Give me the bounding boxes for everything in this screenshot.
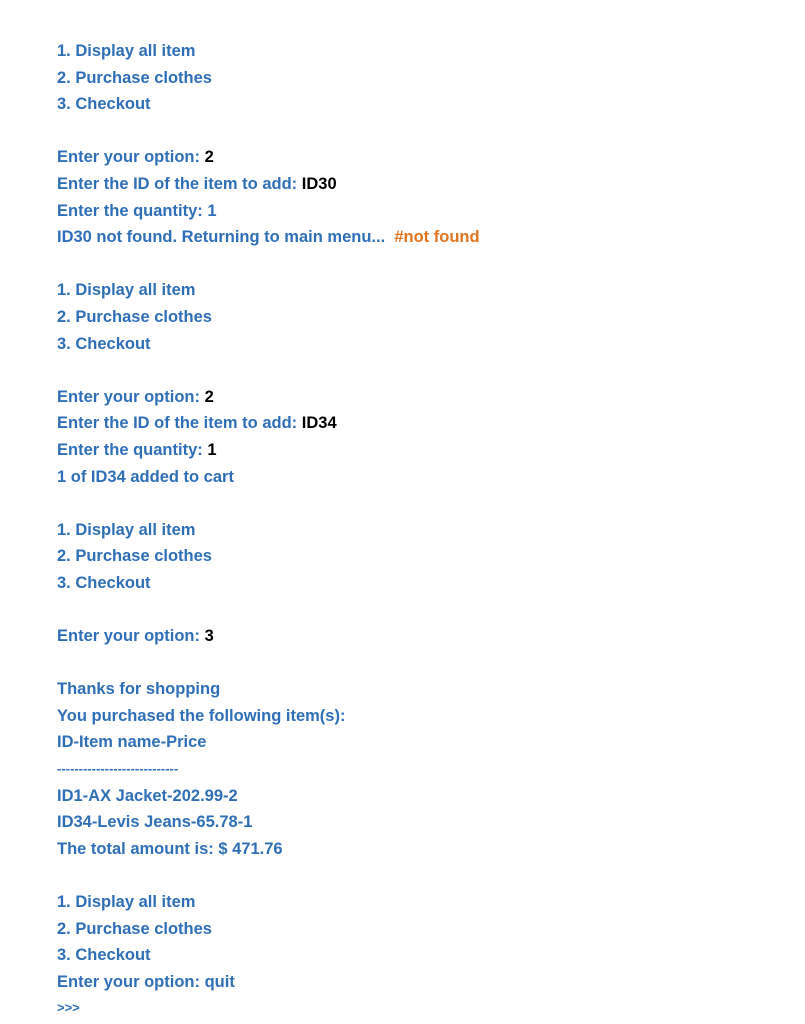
option-input: 2 [204, 148, 214, 167]
quit-option-line: Enter your option: quit [57, 972, 235, 991]
purchased-item: ID1-AX Jacket-202.99-2 [57, 786, 238, 805]
option-prompt: Enter your option: [57, 627, 205, 646]
id-line [57, 410, 777, 437]
thanks-line: Thanks for shopping [57, 680, 221, 699]
quantity-line: Enter the quantity: 1 [57, 201, 217, 220]
option-line [57, 623, 777, 650]
not-found-message: ID30 not found. Returning to main menu... [57, 228, 386, 247]
purchased-header: You purchased the following item(s): [57, 706, 346, 725]
menu-item-purchase: 2. Purchase clothes [57, 919, 212, 938]
option-prompt: Enter your option: [57, 387, 205, 406]
blank-line [57, 490, 777, 517]
menu-item-purchase: 2. Purchase clothes [57, 307, 212, 326]
menu-item-purchase: 2. Purchase clothes [57, 68, 212, 87]
blank-line [57, 862, 777, 889]
menu-item-purchase: 2. Purchase clothes [57, 547, 212, 566]
id-prompt: Enter the ID of the item to add: [57, 414, 302, 433]
separator-line: ---------------------------- [57, 761, 179, 777]
menu-item-checkout: 3. Checkout [57, 334, 151, 353]
menu-item-checkout: 3. Checkout [57, 573, 151, 592]
menu-item-display: 1. Display all item [57, 893, 196, 911]
id-input: ID30 [301, 174, 337, 193]
not-found-line [57, 224, 777, 251]
menu-item-checkout: 3. Checkout [57, 95, 151, 114]
console-output [57, 38, 777, 1022]
quantity-input: 1 [207, 440, 217, 459]
menu-item-checkout: 3. Checkout [57, 946, 151, 965]
quantity-line [57, 437, 777, 464]
option-line [57, 144, 777, 171]
blank-line [57, 596, 777, 623]
menu-item-display: 1. Display all item [57, 281, 196, 300]
blank-line [57, 650, 777, 677]
added-to-cart-line: 1 of ID34 added to cart [57, 467, 234, 486]
total-line: The total amount is: $ 471.76 [57, 839, 283, 858]
quantity-prompt: Enter the quantity: [57, 440, 208, 459]
option-input: 3 [204, 627, 214, 646]
blank-line [57, 251, 777, 278]
blank-line [57, 118, 777, 145]
id-input: ID34 [301, 414, 337, 433]
option-prompt: Enter your option: [57, 148, 205, 167]
menu-item-display: 1. Display all item [57, 520, 196, 539]
blank-line [57, 357, 777, 384]
shell-prompt[interactable]: >>> [57, 1000, 80, 1016]
option-line [57, 384, 777, 411]
option-input: 2 [204, 387, 214, 406]
purchased-item: ID34-Levis Jeans-65.78-1 [57, 813, 253, 832]
id-line [57, 171, 777, 198]
columns-header: ID-Item name-Price [57, 733, 207, 752]
id-prompt: Enter the ID of the item to add: [57, 174, 302, 193]
menu-item-display: 1. Display all item [57, 42, 196, 60]
not-found-comment: #not found [394, 228, 480, 247]
